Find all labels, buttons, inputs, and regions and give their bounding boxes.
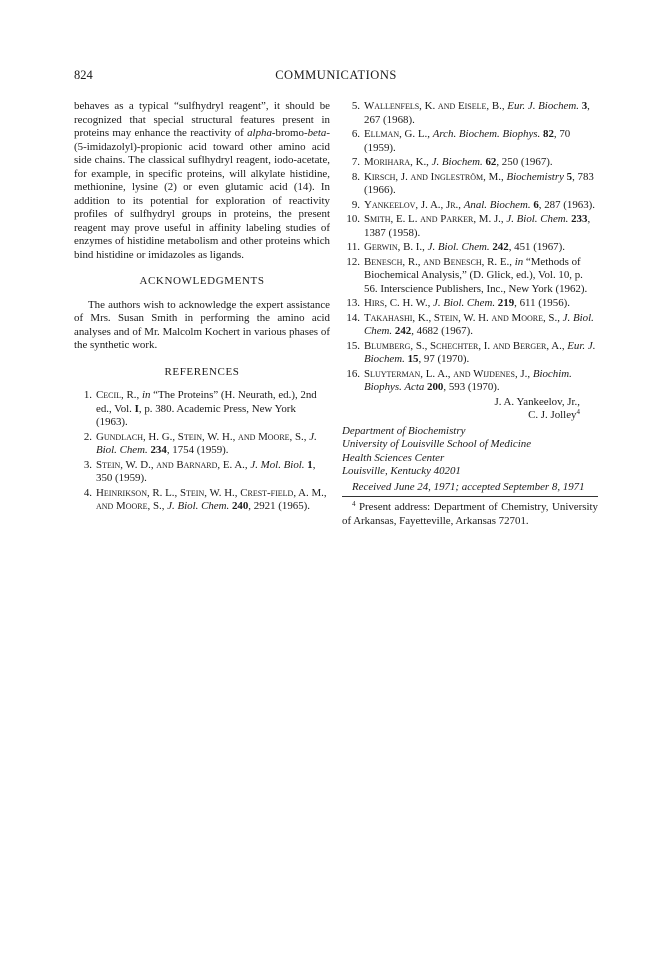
footnote-rule — [342, 496, 598, 497]
reference-text: Blumberg, S., Schechter, I. and Berger, A., Eur. J. Biochem. 15, 97 (1970). — [364, 339, 596, 365]
reference-number: 13. — [346, 297, 360, 309]
reference-item — [342, 100, 598, 127]
reference-item — [74, 389, 330, 430]
reference-item — [74, 487, 330, 514]
reference-text: Wallenfels, K. and Eisele, B., Eur. J. Biochem. 3, 267 (1968). — [364, 100, 590, 126]
reference-number: 10. — [346, 213, 360, 225]
affiliation-line: University of Louisville School of Medicine — [342, 438, 532, 450]
right-column — [342, 100, 598, 528]
body-paragraph: behaves as a typical “sulfhydryl reagent”, it should be recognized that special structural features present in proteins may enhance the reactivity of alpha-bromo-beta-(5-imidazolyl)-propionic acid toward other amino acid side chains. The classical suflhydryl reagent, iodo-acetate, for example, in specific proteins, will alkylate histidine, methionine, lysine (2) or even glutamic acid (14). In addition to its potential for exploration of reactivity profiles of sulfhydryl groups in proteins, the present reagent may prove useful in affinity labeling studies of enzymes of histidine metabolism and other proteins which bind histidine or imidazoles as ligands. — [74, 100, 330, 261]
reference-item — [342, 256, 598, 297]
page-header — [74, 68, 598, 84]
reference-text: Stein, W. D., and Barnard, E. A., J. Mol. Biol. 1, 350 (1959). — [96, 458, 316, 484]
reference-item — [342, 368, 598, 395]
reference-text: Ellman, G. L., Arch. Biochem. Biophys. 82, 70 (1959). — [364, 128, 571, 154]
reference-text: Smith, E. L. and Parker, M. J., J. Biol. Chem. 233, 1387 (1958). — [364, 213, 591, 239]
reference-number: 5. — [351, 100, 360, 112]
reference-number: 2. — [83, 430, 92, 443]
reference-text: Takahashi, K., Stein, W. H. and Moore, S., J. Biol. Chem. 242, 4682 (1967). — [364, 311, 594, 337]
reference-item — [74, 459, 330, 486]
reference-number: 16. — [346, 367, 360, 380]
received-date: Received June 24, 1971; accepted September 8, 1971 — [352, 480, 585, 493]
reference-text: Hirs, C. H. W., J. Biol. Chem. 219, 611 (1956). — [364, 297, 570, 309]
reference-item — [342, 156, 598, 170]
reference-number: 6. — [351, 128, 360, 140]
affiliation-line: Louisville, Kentucky 40201 — [342, 465, 461, 477]
acknowledgments-text: The authors wish to acknowledge the expert assistance of Mrs. Susan Smith in performing the amino acid analyses and of Mr. Malcolm Kochert in various phases of the synthetic work. — [74, 298, 330, 351]
reference-number: 3. — [83, 458, 92, 471]
footnote: $^4$ Present address: Department of Chemistry, University of Arkansas, Fayetteville, Arkansas 72701. — [342, 500, 598, 527]
reference-item — [342, 128, 598, 155]
reference-number: 15. — [346, 339, 360, 352]
reference-item — [342, 312, 598, 339]
reference-text: Cecil, R., in “The Proteins” (H. Neurath, ed.), 2nd ed., Vol. I, p. 380. Academic Press, New York (1963). — [96, 389, 317, 428]
affiliation-line: Department of Biochemistry — [342, 424, 466, 437]
reference-number: 11. — [346, 241, 360, 253]
affiliation-line: Health Sciences Center — [342, 451, 445, 464]
author-name: J. A. Yankeelov, Jr., — [494, 395, 580, 408]
reference-item — [342, 199, 598, 213]
reference-text: Gerwin, B. I., J. Biol. Chem. 242, 451 (1967). — [364, 241, 565, 253]
reference-list-left — [74, 389, 330, 514]
left-column — [74, 100, 330, 515]
reference-number: 7. — [351, 156, 360, 168]
reference-text: Sluyterman, L. A., and Wijdenes, J., Biochim. Biophys. Acta 200, 593 (1970). — [364, 367, 572, 393]
reference-text: Kirsch, J. and Ingleström, M., Biochemistry 5, 783 (1966). — [364, 170, 594, 196]
reference-text: Benesch, R., and Benesch, R. E., in “Methods of Biochemical Analysis,” (D. Glick, ed.), Vol. 10, p. 56. Interscience Publishers, Inc., New York (1962). — [364, 255, 588, 295]
reference-number: 4. — [83, 486, 92, 499]
affiliation — [342, 425, 598, 479]
reference-item — [342, 213, 598, 240]
reference-number: 9. — [351, 198, 360, 211]
reference-number: 12. — [346, 255, 360, 268]
reference-number: 8. — [351, 170, 360, 183]
references-heading: REFERENCES — [164, 365, 240, 378]
author-name: C. J. Jolley$^4$ — [528, 408, 580, 421]
reference-item — [342, 297, 598, 311]
reference-number: 1. — [83, 389, 92, 401]
page-number: 824 — [74, 68, 93, 82]
reference-item — [342, 171, 598, 198]
reference-text: Heinrikson, R. L., Stein, W. H., Crest-field, A. M., and Moore, S., J. Biol. Chem. 240, 2921 (1965). — [96, 486, 327, 512]
acknowledgments-heading: ACKNOWLEDGMENTS — [139, 275, 265, 287]
reference-item — [74, 431, 330, 458]
reference-number: 14. — [346, 311, 360, 324]
reference-text: Yankeelov, J. A., Jr., Anal. Biochem. 6, 287 (1963). — [364, 198, 596, 211]
reference-list-right — [342, 100, 598, 395]
reference-text: Gundlach, H. G., Stein, W. H., and Moore, S., J. Biol. Chem. 234, 1754 (1959). — [96, 430, 317, 456]
reference-item — [342, 340, 598, 367]
reference-item — [342, 241, 598, 255]
reference-text: Morihara, K., J. Biochem. 62, 250 (1967). — [364, 156, 553, 168]
running-head: COMMUNICATIONS — [275, 68, 397, 82]
